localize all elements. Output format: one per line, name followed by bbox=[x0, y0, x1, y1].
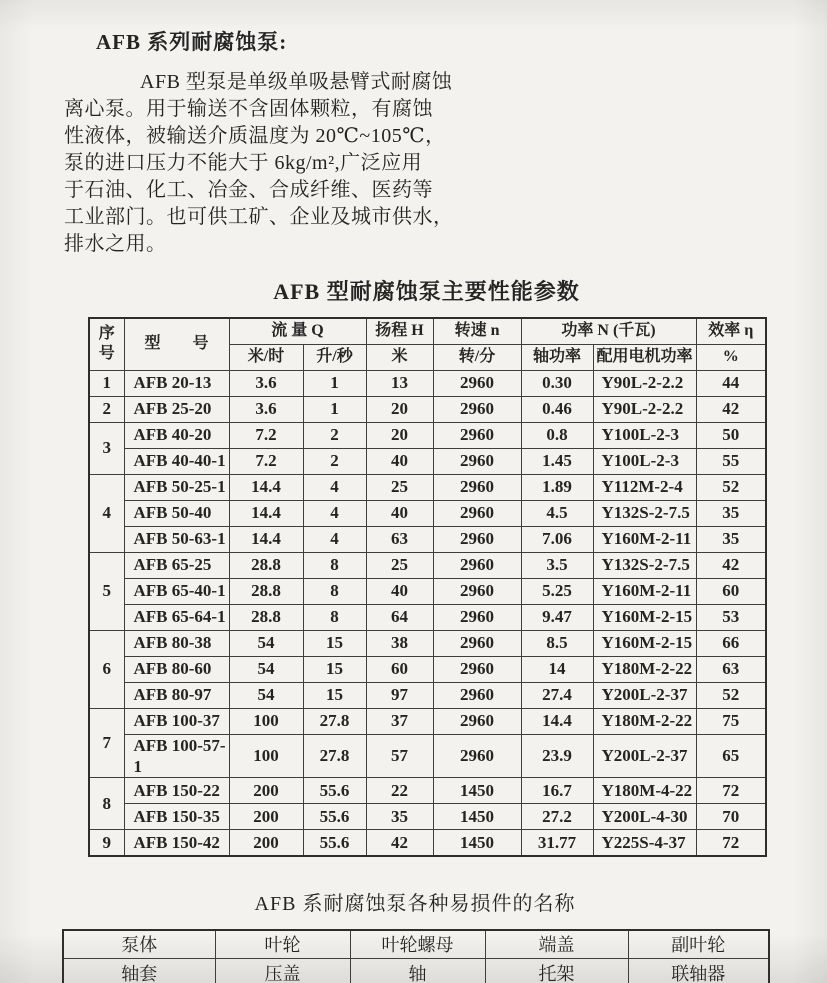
table-row bbox=[89, 734, 766, 778]
efficiency-cell: 53 bbox=[696, 604, 766, 630]
speed-rpm-cell: 2960 bbox=[433, 630, 521, 656]
flow-m3h-cell: 100 bbox=[229, 708, 303, 734]
speed-rpm-cell: 2960 bbox=[433, 500, 521, 526]
flow-m3h-cell: 7.2 bbox=[229, 422, 303, 448]
table-row bbox=[89, 526, 766, 552]
model-cell: AFB 40-40-1 bbox=[124, 448, 229, 474]
efficiency-cell: 66 bbox=[696, 630, 766, 656]
flow-m3h-cell: 28.8 bbox=[229, 604, 303, 630]
model-cell: AFB 65-25 bbox=[124, 552, 229, 578]
part-name-cell: 副叶轮 bbox=[628, 930, 769, 959]
flow-ls-cell: 15 bbox=[303, 656, 366, 682]
shaft-power-cell: 9.47 bbox=[521, 604, 593, 630]
efficiency-cell: 55 bbox=[696, 448, 766, 474]
seq-cell: 6 bbox=[89, 630, 124, 708]
speed-rpm-cell: 2960 bbox=[433, 682, 521, 708]
shaft-power-cell: 1.89 bbox=[521, 474, 593, 500]
speed-rpm-cell: 2960 bbox=[433, 422, 521, 448]
flow-ls-cell: 4 bbox=[303, 474, 366, 500]
col-header-speed-unit: 转/分 bbox=[433, 344, 521, 370]
efficiency-cell: 52 bbox=[696, 682, 766, 708]
motor-cell: Y90L-2-2.2 bbox=[593, 396, 696, 422]
flow-ls-cell: 55.6 bbox=[303, 778, 366, 804]
seq-cell: 2 bbox=[89, 396, 124, 422]
table-row bbox=[89, 474, 766, 500]
model-cell: AFB 25-20 bbox=[124, 396, 229, 422]
motor-cell: Y112M-2-4 bbox=[593, 474, 696, 500]
paragraph-line: 离心泵。用于输送不含固体颗粒，有腐蚀 bbox=[64, 98, 433, 120]
flow-ls-cell: 55.6 bbox=[303, 804, 366, 830]
part-name-cell: 轴套 bbox=[63, 959, 215, 983]
model-cell: AFB 20-13 bbox=[124, 370, 229, 396]
shaft-power-cell: 16.7 bbox=[521, 778, 593, 804]
motor-cell: Y160M-2-15 bbox=[593, 630, 696, 656]
speed-rpm-cell: 2960 bbox=[433, 474, 521, 500]
head-m-cell: 40 bbox=[366, 500, 433, 526]
speed-rpm-cell: 2960 bbox=[433, 604, 521, 630]
part-name-cell: 泵体 bbox=[63, 930, 215, 959]
table-row bbox=[89, 778, 766, 804]
shaft-power-cell: 4.5 bbox=[521, 500, 593, 526]
efficiency-cell: 50 bbox=[696, 422, 766, 448]
part-name-cell: 联轴器 bbox=[628, 959, 769, 983]
head-m-cell: 25 bbox=[366, 552, 433, 578]
efficiency-cell: 70 bbox=[696, 804, 766, 830]
flow-m3h-cell: 3.6 bbox=[229, 370, 303, 396]
shaft-power-cell: 1.45 bbox=[521, 448, 593, 474]
head-m-cell: 35 bbox=[366, 804, 433, 830]
speed-rpm-cell: 2960 bbox=[433, 552, 521, 578]
head-m-cell: 13 bbox=[366, 370, 433, 396]
seq-cell: 5 bbox=[89, 552, 124, 630]
col-header-seq: 序号 bbox=[89, 318, 124, 370]
flow-ls-cell: 1 bbox=[303, 370, 366, 396]
model-cell: AFB 100-37 bbox=[124, 708, 229, 734]
efficiency-cell: 72 bbox=[696, 830, 766, 856]
motor-cell: Y225S-4-37 bbox=[593, 830, 696, 856]
motor-cell: Y132S-2-7.5 bbox=[593, 500, 696, 526]
parts-table-row bbox=[63, 930, 769, 959]
model-cell: AFB 80-38 bbox=[124, 630, 229, 656]
motor-cell: Y180M-2-22 bbox=[593, 656, 696, 682]
efficiency-cell: 65 bbox=[696, 734, 766, 778]
flow-m3h-cell: 100 bbox=[229, 734, 303, 778]
table-row bbox=[89, 500, 766, 526]
col-header-shaft-power: 轴功率 bbox=[521, 344, 593, 370]
model-cell: AFB 150-42 bbox=[124, 830, 229, 856]
parts-table-row bbox=[63, 959, 769, 983]
flow-ls-cell: 27.8 bbox=[303, 708, 366, 734]
model-cell: AFB 150-22 bbox=[124, 778, 229, 804]
model-cell: AFB 50-40 bbox=[124, 500, 229, 526]
efficiency-cell: 35 bbox=[696, 526, 766, 552]
flow-ls-cell: 15 bbox=[303, 630, 366, 656]
seq-cell: 3 bbox=[89, 422, 124, 474]
col-header-speed: 转速 n bbox=[433, 318, 521, 344]
shaft-power-cell: 31.77 bbox=[521, 830, 593, 856]
head-m-cell: 63 bbox=[366, 526, 433, 552]
col-header-head: 扬程 H bbox=[366, 318, 433, 344]
col-header-power: 功率 N (千瓦) bbox=[521, 318, 696, 344]
efficiency-cell: 35 bbox=[696, 500, 766, 526]
model-cell: AFB 65-64-1 bbox=[124, 604, 229, 630]
head-m-cell: 37 bbox=[366, 708, 433, 734]
head-m-cell: 40 bbox=[366, 578, 433, 604]
intro-paragraph bbox=[64, 69, 827, 258]
table-row bbox=[89, 830, 766, 856]
document-heading: AFB 系列耐腐蚀泵: bbox=[96, 30, 288, 54]
motor-cell: Y160M-2-15 bbox=[593, 604, 696, 630]
seq-cell: 7 bbox=[89, 708, 124, 778]
table-row bbox=[89, 656, 766, 682]
flow-ls-cell: 8 bbox=[303, 578, 366, 604]
motor-cell: Y100L-2-3 bbox=[593, 448, 696, 474]
part-name-cell: 叶轮螺母 bbox=[350, 930, 485, 959]
part-name-cell: 压盖 bbox=[215, 959, 350, 983]
efficiency-cell: 42 bbox=[696, 552, 766, 578]
performance-table-title: AFB 型耐腐蚀泵主要性能参数 bbox=[273, 279, 580, 304]
col-header-efficiency: 效率 η bbox=[696, 318, 766, 344]
efficiency-cell: 72 bbox=[696, 778, 766, 804]
shaft-power-cell: 27.2 bbox=[521, 804, 593, 830]
speed-rpm-cell: 1450 bbox=[433, 778, 521, 804]
table-row bbox=[89, 630, 766, 656]
motor-cell: Y160M-2-11 bbox=[593, 578, 696, 604]
performance-table-body bbox=[89, 370, 766, 856]
shaft-power-cell: 0.30 bbox=[521, 370, 593, 396]
speed-rpm-cell: 2960 bbox=[433, 708, 521, 734]
motor-cell: Y132S-2-7.5 bbox=[593, 552, 696, 578]
speed-rpm-cell: 2960 bbox=[433, 656, 521, 682]
table-row bbox=[89, 604, 766, 630]
col-header-head-unit: 米 bbox=[366, 344, 433, 370]
model-cell: AFB 80-97 bbox=[124, 682, 229, 708]
head-m-cell: 40 bbox=[366, 448, 433, 474]
shaft-power-cell: 3.5 bbox=[521, 552, 593, 578]
col-header-flow-ls: 升/秒 bbox=[303, 344, 366, 370]
part-name-cell: 轴 bbox=[350, 959, 485, 983]
shaft-power-cell: 14 bbox=[521, 656, 593, 682]
flow-m3h-cell: 54 bbox=[229, 656, 303, 682]
seq-cell: 1 bbox=[89, 370, 124, 396]
table-row bbox=[89, 396, 766, 422]
head-m-cell: 42 bbox=[366, 830, 433, 856]
shaft-power-cell: 0.8 bbox=[521, 422, 593, 448]
flow-m3h-cell: 14.4 bbox=[229, 526, 303, 552]
motor-cell: Y200L-4-30 bbox=[593, 804, 696, 830]
table-row bbox=[89, 370, 766, 396]
table-row bbox=[89, 422, 766, 448]
efficiency-cell: 63 bbox=[696, 656, 766, 682]
flow-ls-cell: 55.6 bbox=[303, 830, 366, 856]
motor-cell: Y200L-2-37 bbox=[593, 734, 696, 778]
col-header-flow: 流 量 Q bbox=[229, 318, 366, 344]
flow-m3h-cell: 200 bbox=[229, 830, 303, 856]
parts-table-title: AFB 系耐腐蚀泵各种易损件的名称 bbox=[254, 892, 576, 915]
motor-cell: Y160M-2-11 bbox=[593, 526, 696, 552]
efficiency-cell: 52 bbox=[696, 474, 766, 500]
parts-table bbox=[62, 929, 770, 983]
speed-rpm-cell: 2960 bbox=[433, 448, 521, 474]
efficiency-cell: 42 bbox=[696, 396, 766, 422]
head-m-cell: 57 bbox=[366, 734, 433, 778]
flow-m3h-cell: 3.6 bbox=[229, 396, 303, 422]
shaft-power-cell: 0.46 bbox=[521, 396, 593, 422]
flow-ls-cell: 2 bbox=[303, 422, 366, 448]
efficiency-cell: 60 bbox=[696, 578, 766, 604]
shaft-power-cell: 14.4 bbox=[521, 708, 593, 734]
motor-cell: Y180M-2-22 bbox=[593, 708, 696, 734]
flow-ls-cell: 4 bbox=[303, 500, 366, 526]
flow-ls-cell: 8 bbox=[303, 552, 366, 578]
seq-cell: 8 bbox=[89, 778, 124, 830]
speed-rpm-cell: 1450 bbox=[433, 830, 521, 856]
paragraph-line: 泵的进口压力不能大于 6kg/m²,广泛应用 bbox=[64, 152, 423, 174]
table-row bbox=[89, 448, 766, 474]
head-m-cell: 97 bbox=[366, 682, 433, 708]
speed-rpm-cell: 2960 bbox=[433, 370, 521, 396]
head-m-cell: 20 bbox=[366, 396, 433, 422]
table-row bbox=[89, 578, 766, 604]
col-header-motor-power: 配用电机功率 bbox=[593, 344, 696, 370]
performance-table bbox=[88, 317, 767, 857]
col-header-flow-m3h: 米/时 bbox=[229, 344, 303, 370]
head-m-cell: 25 bbox=[366, 474, 433, 500]
model-cell: AFB 150-35 bbox=[124, 804, 229, 830]
parts-table-body bbox=[63, 930, 769, 983]
flow-ls-cell: 1 bbox=[303, 396, 366, 422]
speed-rpm-cell: 2960 bbox=[433, 396, 521, 422]
shaft-power-cell: 27.4 bbox=[521, 682, 593, 708]
flow-ls-cell: 4 bbox=[303, 526, 366, 552]
col-header-model: 型 号 bbox=[124, 318, 229, 370]
efficiency-cell: 75 bbox=[696, 708, 766, 734]
paragraph-line: 排水之用。 bbox=[64, 233, 167, 255]
model-cell: AFB 65-40-1 bbox=[124, 578, 229, 604]
flow-m3h-cell: 14.4 bbox=[229, 500, 303, 526]
flow-ls-cell: 15 bbox=[303, 682, 366, 708]
model-cell: AFB 50-25-1 bbox=[124, 474, 229, 500]
paragraph-line: AFB 型泵是单级单吸悬臂式耐腐蚀 bbox=[140, 71, 453, 93]
paragraph-line: 性液体，被输送介质温度为 20℃~105℃， bbox=[64, 125, 446, 147]
efficiency-cell: 44 bbox=[696, 370, 766, 396]
motor-cell: Y200L-2-37 bbox=[593, 682, 696, 708]
flow-m3h-cell: 7.2 bbox=[229, 448, 303, 474]
flow-ls-cell: 8 bbox=[303, 604, 366, 630]
motor-cell: Y180M-4-22 bbox=[593, 778, 696, 804]
motor-cell: Y100L-2-3 bbox=[593, 422, 696, 448]
scanned-document-page bbox=[0, 26, 827, 983]
flow-m3h-cell: 200 bbox=[229, 778, 303, 804]
part-name-cell: 叶轮 bbox=[215, 930, 350, 959]
speed-rpm-cell: 2960 bbox=[433, 578, 521, 604]
flow-ls-cell: 27.8 bbox=[303, 734, 366, 778]
model-cell: AFB 40-20 bbox=[124, 422, 229, 448]
speed-rpm-cell: 1450 bbox=[433, 804, 521, 830]
head-m-cell: 38 bbox=[366, 630, 433, 656]
head-m-cell: 20 bbox=[366, 422, 433, 448]
model-cell: AFB 100-57-1 bbox=[124, 734, 229, 778]
head-m-cell: 64 bbox=[366, 604, 433, 630]
speed-rpm-cell: 2960 bbox=[433, 526, 521, 552]
flow-m3h-cell: 200 bbox=[229, 804, 303, 830]
motor-cell: Y90L-2-2.2 bbox=[593, 370, 696, 396]
model-cell: AFB 80-60 bbox=[124, 656, 229, 682]
shaft-power-cell: 23.9 bbox=[521, 734, 593, 778]
flow-m3h-cell: 54 bbox=[229, 682, 303, 708]
part-name-cell: 端盖 bbox=[485, 930, 628, 959]
flow-ls-cell: 2 bbox=[303, 448, 366, 474]
flow-m3h-cell: 54 bbox=[229, 630, 303, 656]
head-m-cell: 22 bbox=[366, 778, 433, 804]
paragraph-line: 于石油、化工、冶金、合成纤维、医药等 bbox=[64, 179, 433, 201]
table-row bbox=[89, 708, 766, 734]
head-m-cell: 60 bbox=[366, 656, 433, 682]
shaft-power-cell: 5.25 bbox=[521, 578, 593, 604]
seq-cell: 9 bbox=[89, 830, 124, 856]
header-row-1 bbox=[89, 318, 766, 344]
part-name-cell: 托架 bbox=[485, 959, 628, 983]
speed-rpm-cell: 2960 bbox=[433, 734, 521, 778]
flow-m3h-cell: 28.8 bbox=[229, 578, 303, 604]
flow-m3h-cell: 28.8 bbox=[229, 552, 303, 578]
shaft-power-cell: 8.5 bbox=[521, 630, 593, 656]
seq-cell: 4 bbox=[89, 474, 124, 552]
flow-m3h-cell: 14.4 bbox=[229, 474, 303, 500]
table-row bbox=[89, 804, 766, 830]
col-header-efficiency-unit: % bbox=[696, 344, 766, 370]
table-row bbox=[89, 682, 766, 708]
paragraph-line: 工业部门。也可供工矿、企业及城市供水， bbox=[64, 206, 454, 228]
model-cell: AFB 50-63-1 bbox=[124, 526, 229, 552]
table-row bbox=[89, 552, 766, 578]
shaft-power-cell: 7.06 bbox=[521, 526, 593, 552]
